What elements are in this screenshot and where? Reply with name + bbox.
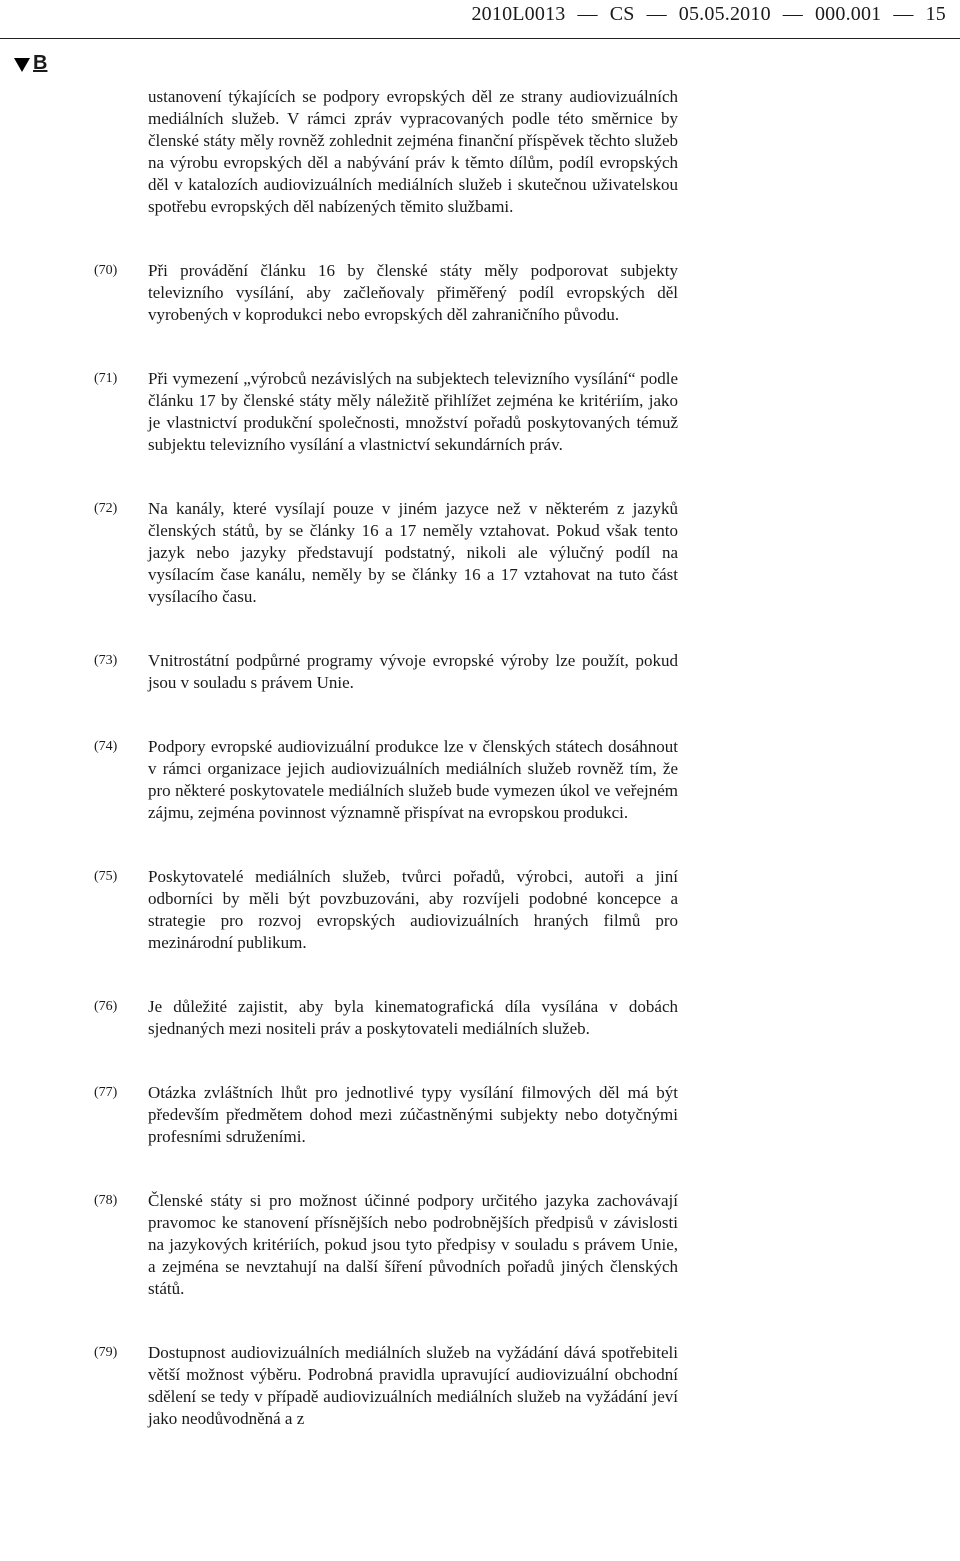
triangle-down-icon [14, 58, 30, 72]
recital-text: Otázka zvláštních lhůt pro jednotlivé typy vysílání filmových děl má být především předmětem dohod mezi zúčastněnými subjekty nebo dotyčnými profesními sdruženími. [148, 1083, 678, 1146]
recital-number: (74) [94, 739, 118, 754]
doc-version: 000.001 [814, 3, 882, 25]
recital-text: Podpory evropské audiovizuální produkce lze v členských státech dosáhnout v rámci organizace jejich audiovizuálních mediálních služeb rovněž tím, že pro některé poskytovatele mediálních služeb bude vymezen úkol ve veřejném zájmu, zejména povinnost významně přispívat na evropskou produkci. [148, 737, 678, 822]
recital-item [0, 1342, 960, 1430]
recital-text: Při provádění článku 16 by členské státy měly podporovat subjekty televizního vysílání, aby začleňovaly přiměřený podíl evropských děl vyrobených v koprodukci nebo evropských děl zahraničního původu. [148, 261, 678, 324]
recital-number: (77) [94, 1085, 118, 1100]
recital-number: (70) [94, 263, 118, 278]
recital-number: (76) [94, 999, 118, 1014]
recital-item [0, 996, 960, 1040]
recital-item [0, 650, 960, 694]
doc-language: CS [609, 3, 635, 25]
recital-item [0, 1190, 960, 1300]
recital-text: Při vymezení „výrobců nezávislých na subjektech televizního vysílání“ podle článku 17 by členské státy měly náležitě přihlížet zejména ke kritériím, jako je vlastnictví produkční společnosti, množství pořadů poskytovaných témuž subjektu televizního vysílání a vlastnictví sekundárních práv. [148, 369, 678, 454]
recital-item [0, 368, 960, 456]
document-body [0, 86, 960, 1472]
recital-text: Členské státy si pro možnost účinné podpory určitého jazyka zachovávají pravomoc ke stanovení přísnějších nebo podrobnějších předpisů v závislosti na jazykových kritériích, pokud jsou tyto předpisy v souladu s právem Unie, a zejména se nevztahují na další šíření původních pořadů jiných členských států. [148, 1191, 678, 1298]
amendment-marker-label: B [33, 52, 48, 74]
recital-text: Poskytovatelé mediálních služeb, tvůrci pořadů, výrobci, autoři a jiní odborníci by měli být povzbuzováni, aby rozvíjeli podobné koncepce a strategie pro rozvoj evropských audiovizuálních hraných filmů pro mezinárodní publikum. [148, 867, 678, 952]
recital-text: Je důležité zajistit, aby byla kinematografická díla vysílána v dobách sjednaných mezi nositeli práv a poskytovateli mediálních služeb. [148, 997, 678, 1038]
recital-number: (71) [94, 371, 118, 386]
recital-number: (72) [94, 501, 118, 516]
amendment-marker [14, 52, 47, 75]
doc-date: 05.05.2010 [678, 3, 771, 25]
continuation-paragraph: ustanovení týkajících se podpory evropských děl ze strany audiovizuálních mediálních služeb. V rámci zpráv vypracovaných podle této směrnice by členské státy měly rovněž zohlednit zejména finanční příspěvek těchto služeb na výrobu evropských děl a nabývání práv k těmto dílům, podíl evropských děl v katalozích audiovizuálních mediálních služeb i skutečnou uživatelskou spotřebu evropských děl nabízených těmito službami. [148, 87, 678, 216]
recital-number: (75) [94, 869, 118, 884]
recital-item [0, 736, 960, 824]
recital-number: (79) [94, 1345, 118, 1360]
page-header [0, 0, 960, 39]
recital-text: Na kanály, které vysílají pouze v jiném jazyce než v některém z jazyků členských států, by se články 16 a 17 neměly vztahovat. Pokud však tento jazyk nebo jazyky představují podstatný, nikoli ale výlučný podíl na vysílacím čase kanálu, neměly by se články 16 a 17 vztahovat na tuto část vysílacího času. [148, 499, 678, 606]
recital-number: (73) [94, 653, 118, 668]
recitals-list [0, 260, 960, 1430]
recital-item [0, 260, 960, 326]
recital-text: Dostupnost audiovizuálních mediálních služeb na vyžádání dává spotřebiteli větší možnost výběru. Podrobná pravidla upravující audiovizuální obchodní sdělení se tedy v případě audiovizuálních mediálních služeb na vyžádání jeví jako neodůvodněná a z [148, 1343, 678, 1428]
recital-item [0, 1082, 960, 1148]
page-number: 15 [925, 3, 946, 25]
recital-text: Vnitrostátní podpůrné programy vývoje evropské výroby lze použít, pokud jsou v souladu s právem Unie. [148, 651, 678, 692]
header-reference: 2010L0013 — CS — 05.05.2010 — 000.001 — 15 [471, 3, 946, 25]
recital-item [0, 498, 960, 608]
recital-item [0, 866, 960, 954]
doc-id: 2010L0013 [471, 3, 566, 25]
recital-number: (78) [94, 1193, 118, 1208]
